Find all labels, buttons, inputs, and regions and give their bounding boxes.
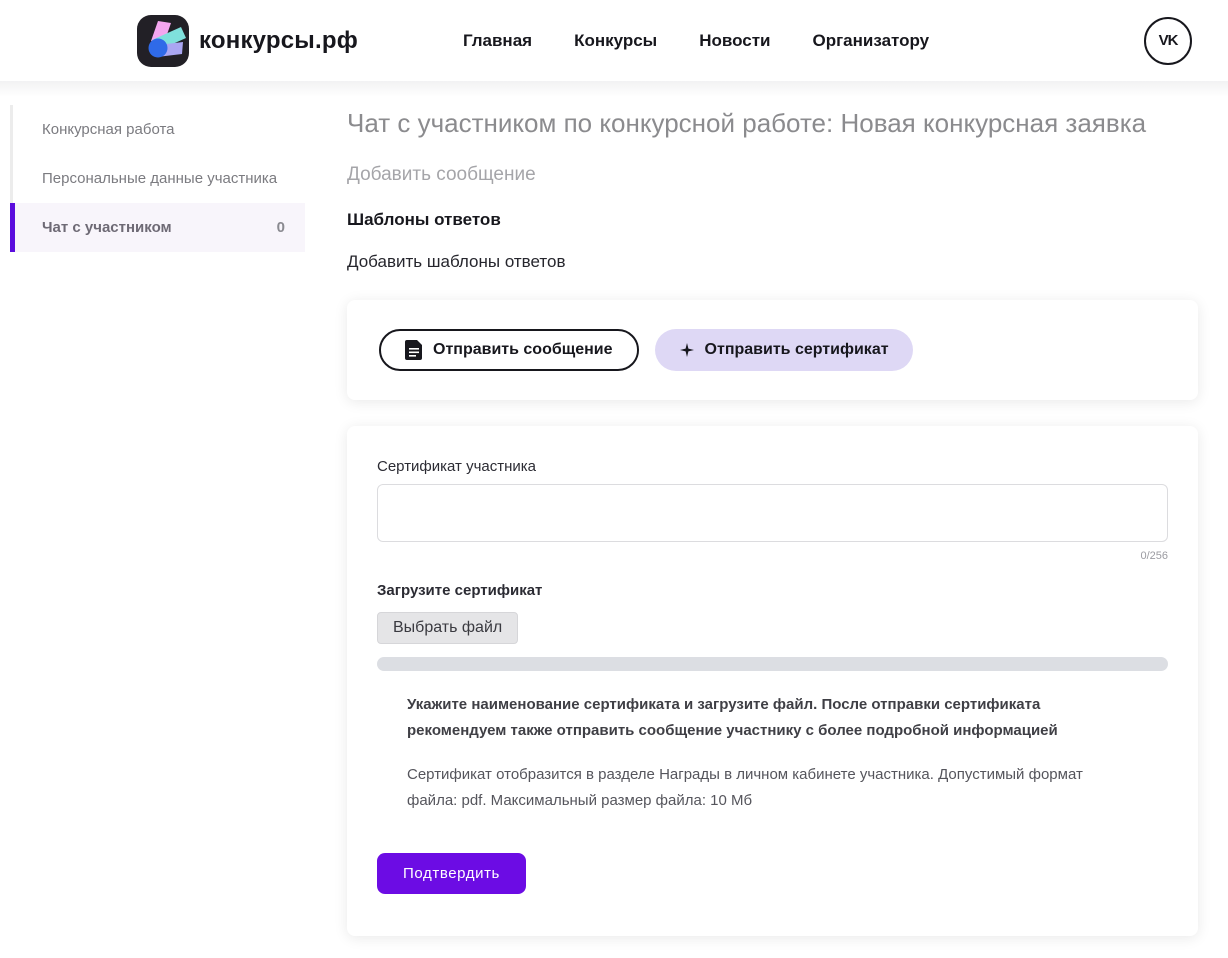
add-templates-link[interactable]: Добавить шаблоны ответов — [347, 251, 566, 271]
vk-button[interactable] — [1144, 17, 1192, 65]
sidebar-item-personal-data[interactable] — [10, 154, 305, 203]
nav-item-news[interactable]: Новости — [699, 30, 771, 50]
main-nav — [463, 31, 929, 51]
brand[interactable] — [137, 15, 358, 67]
certificate-name-label: Сертификат участника — [377, 457, 537, 475]
page-title: Чат с участником по конкурсной работе: Новая конкурсная заявка — [347, 108, 1147, 138]
certificate-form-card — [347, 426, 1198, 936]
submit-button[interactable]: Подтвердить — [377, 853, 526, 894]
sidebar-item-contest-work[interactable] — [10, 105, 305, 154]
hints-block — [377, 692, 1168, 815]
header — [0, 0, 1228, 81]
sidebar — [0, 81, 305, 252]
hint-plain-text: Сертификат отобразится в разделе Награды в личном кабинете участника. Допустимый формат файла: pdf. Максимальный размер файла: 10 Мб — [407, 766, 1083, 810]
add-message-link[interactable]: Добавить сообщение — [347, 163, 536, 185]
nav-item-organizer[interactable]: Организатору — [812, 30, 930, 50]
brand-name: конкурсы.рф — [199, 26, 358, 54]
send-message-label: Отправить сообщение — [433, 340, 613, 358]
plus-icon — [679, 342, 695, 358]
brand-logo-icon — [137, 15, 189, 67]
vk-icon: VK — [1158, 32, 1178, 49]
certificate-name-input[interactable] — [377, 484, 1168, 542]
send-certificate-label: Отправить сертификат — [704, 340, 889, 358]
sidebar-item-chat[interactable] — [10, 203, 305, 252]
hint-bold-text: Укажите наименование сертификата и загрузите файл. После отправки сертификата рекомендуем также отправить сообщение участнику с более подробной информацией — [407, 695, 1058, 739]
upload-progress-bar — [377, 657, 1168, 671]
send-certificate-button[interactable] — [655, 329, 913, 371]
choose-file-button[interactable]: Выбрать файл — [377, 612, 518, 644]
nav-item-home[interactable]: Главная — [462, 30, 533, 50]
sidebar-item-label: Конкурсная работа — [42, 121, 175, 138]
send-message-button[interactable] — [379, 329, 639, 371]
chat-count-badge: 0 — [276, 219, 285, 236]
document-icon — [405, 340, 423, 360]
upload-certificate-label: Загрузите сертификат — [377, 581, 543, 599]
nav-item-contests[interactable]: Конкурсы — [574, 30, 658, 50]
templates-heading[interactable]: Шаблоны ответов — [347, 209, 501, 229]
actions-card — [347, 300, 1198, 400]
page-body — [0, 81, 1228, 958]
sidebar-item-label: Чат с участником — [42, 219, 172, 236]
char-counter: 0/256 — [1140, 549, 1168, 562]
main-content — [305, 81, 1228, 958]
sidebar-item-label: Персональные данные участника — [42, 170, 278, 187]
